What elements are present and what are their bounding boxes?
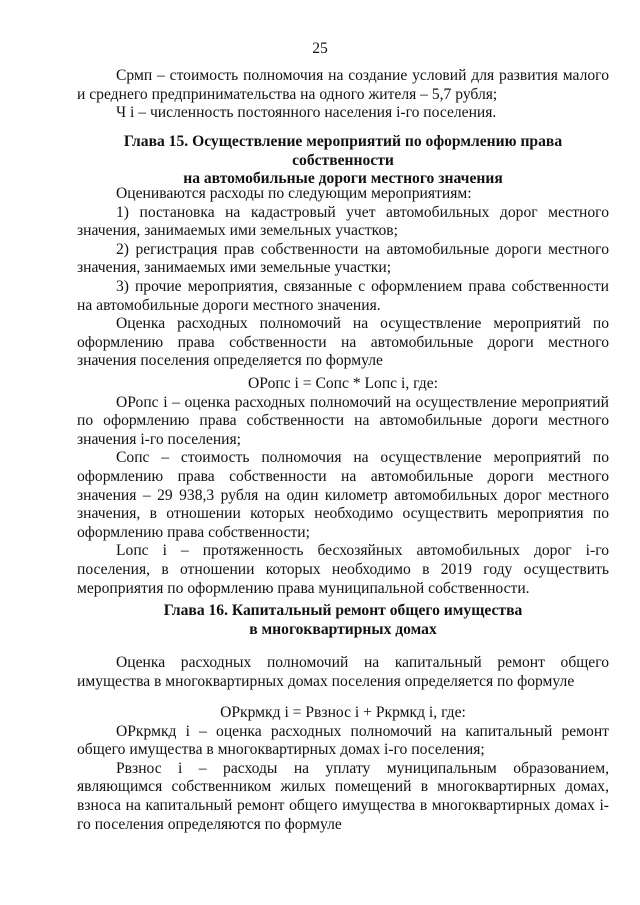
list-item-2: 2) регистрация прав собственности на автомобильные дороги местного значения, занимаемых ими земельные участки; — [77, 240, 609, 277]
paragraph: Оценка расходных полномочий на осуществление мероприятий по оформлению права собственности на автомобильные дороги местного значения поселения определяется по формуле — [77, 315, 609, 370]
chapter16-heading — [77, 602, 609, 639]
chapter16-intro — [77, 654, 609, 691]
list-item-1: 1) постановка на кадастровый учет автомобильных дорог местного значения, занимаемых ими земельных участков; — [77, 203, 609, 240]
page-number: 25 — [312, 40, 328, 57]
top-section — [77, 67, 609, 123]
paragraph: Оцениваются расходы по следующим мероприятиям: — [116, 185, 472, 202]
chapter16-title-line2: в многоквартирных домах — [249, 620, 437, 638]
paragraph: Оценка расходных полномочий на капитальный ремонт общего имущества в многоквартирных домах поселения определяется по формуле — [77, 654, 609, 690]
chapter16-formula-block — [77, 704, 609, 834]
definition-lopc: Lопс i – протяженность бесхозяйных автомобильных дорог i-го поселения, в отношении которых необходимо в 2019 году осуществить мероприятия по оформлению права муниципальной собственности. — [77, 542, 609, 597]
chapter15-intro — [77, 185, 609, 371]
chapter16-title-line1: Глава 16. Капитальный ремонт общего имущества — [163, 602, 523, 619]
definition-srmp: Срмп – стоимость полномочия на создание условий для развития малого и среднего предпринимательства на одного жителя – 5,7 рубля; — [77, 67, 609, 103]
formula-orkrmkd: ОРкрмкд i = Рвзнос i + Ркрмкд i, где: — [220, 704, 466, 721]
definition-orkrmkd: ОРкрмкд i – оценка расходных полномочий на капитальный ремонт общего имущества в многоквартирных домах i-го поселения; — [77, 722, 609, 759]
definition-sopc: Сопс – стоимость полномочия на осуществление мероприятий по оформлению права собственности на автомобильные дороги местного значения – 29 938,3 рубля на один километр автомобильных дорог местного значения, в отношении которых необходимо осуществить мероприятия по оформлению права собственности; — [77, 449, 609, 541]
formula-oropc: ОРопс i = Сопс * Lопс i, где: — [248, 375, 438, 392]
list-item-3: 3) прочие мероприятия, связанные с оформлением права собственности на автомобильные дороги местного значения. — [77, 277, 609, 314]
definition-oropc: ОРопс i – оценка расходных полномочий на осуществление мероприятий по оформлению права собственности на автомобильные дороги местного значения i-го поселения; — [77, 393, 609, 448]
chapter15-title-line1: Глава 15. Осуществление мероприятий по оформлению права собственности — [123, 133, 563, 169]
chapter15-heading — [77, 133, 609, 189]
chapter15-formula-block — [77, 375, 609, 598]
definition-chi: Ч i – численность постоянного населения i-го поселения. — [116, 104, 497, 122]
chapter15-title-line2: на автомобильные дороги местного значения — [183, 170, 503, 188]
definition-rvznos: Рвзнос i – расходы на уплату муниципальным образованием, являющимся собственником жилых помещений в многоквартирных домах, взноса на капитальный ремонт общего имущества в многоквартирных домах i-го поселения определяются по формуле — [77, 759, 609, 833]
